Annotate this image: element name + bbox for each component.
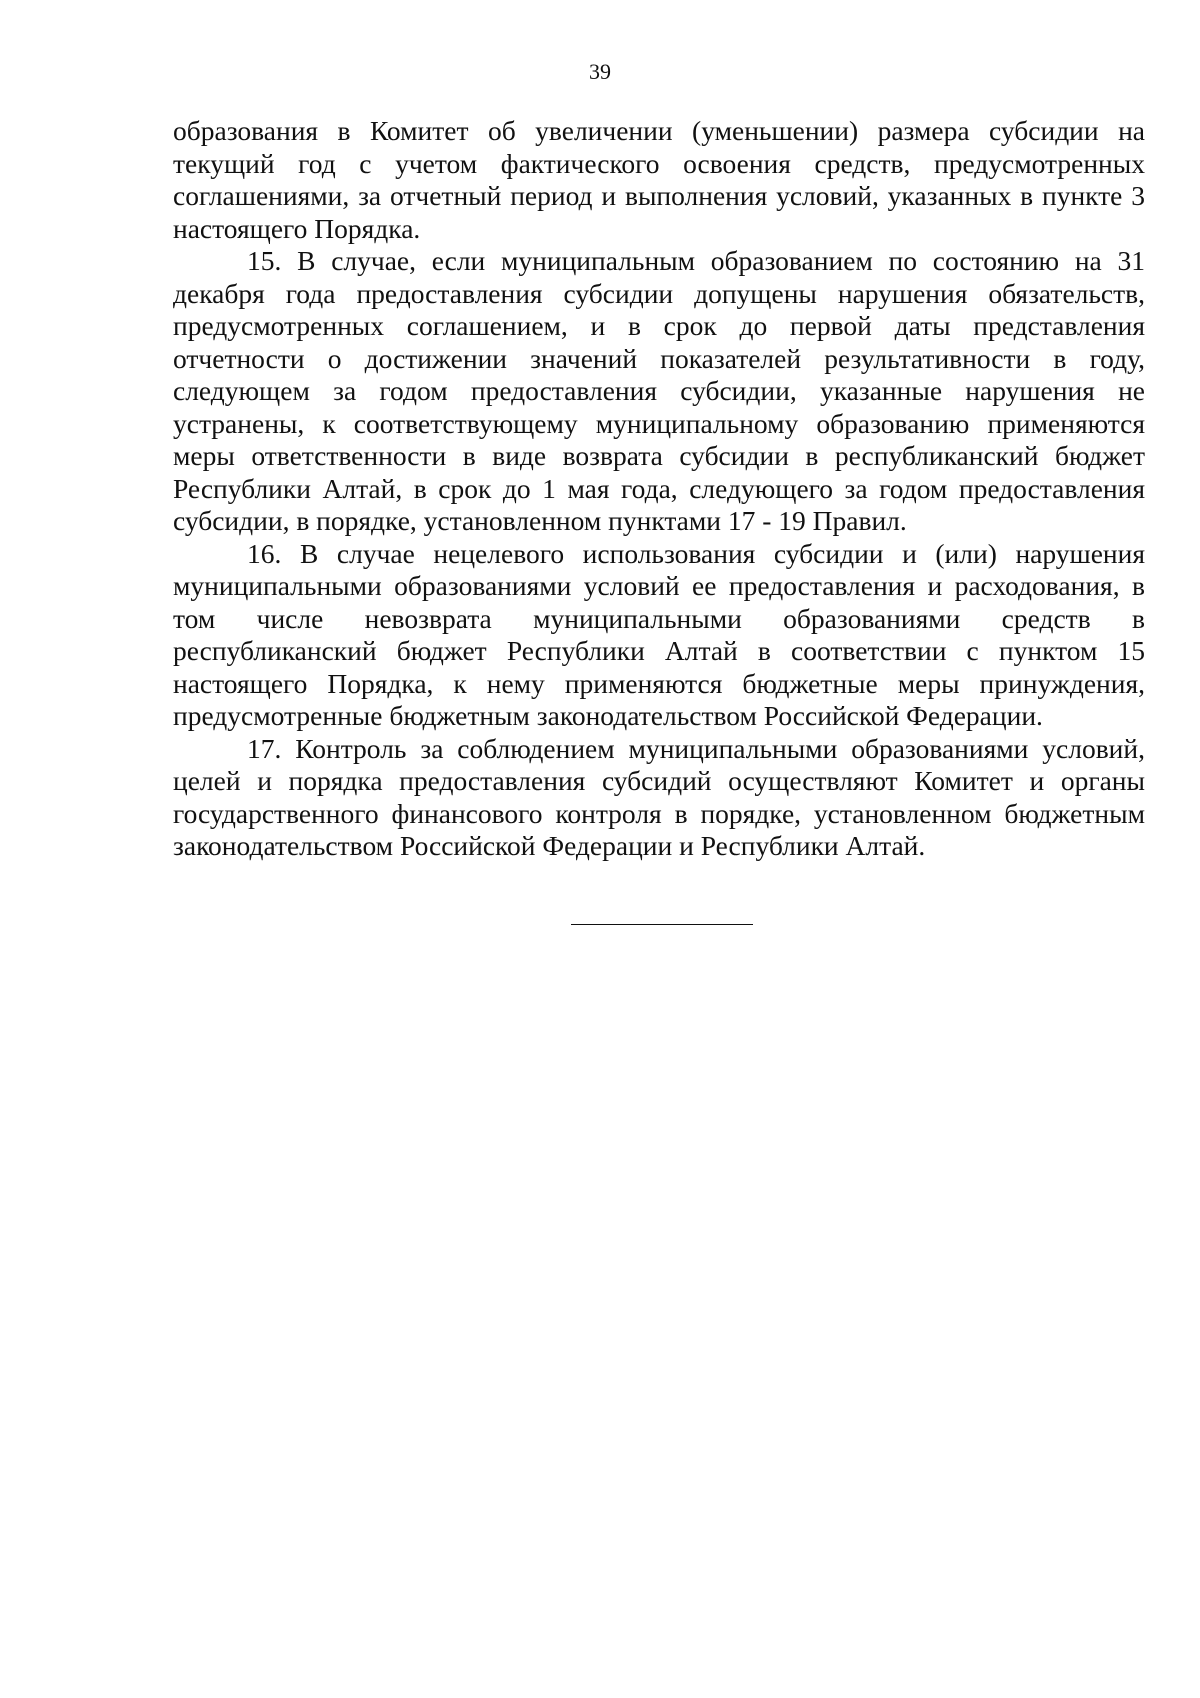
paragraph-17: 17. Контроль за соблюдением муниципальными образованиями условий, целей и порядка предоставления субсидий осуществляют Комитет и органы государственного финансового контроля в порядке, установленном бюджетным законодательством Российской Федерации и Республики Алтай.: [173, 732, 1145, 861]
paragraph-15: 15. В случае, если муниципальным образованием по состоянию на 31 декабря года предоставления субсидии допущены нарушения обязательств, предусмотренных соглашением, и в срок до первой даты представления отчетности о достижении значений показателей результативности в году, следующем за годом предоставления субсидии, указанные нарушения не устранены, к соответствующему муниципальному образованию применяются меры ответственности в виде возврата субсидии в республиканский бюджет Республики Алтай, в срок до 1 мая года, следующего за годом предоставления субсидии, в порядке, установленном пунктами 17 - 19 Правил.: [173, 245, 1145, 536]
document-body: [173, 115, 1145, 863]
paragraph-continuation: образования в Комитет об увеличении (уменьшении) размера субсидии на текущий год с учетом фактического освоения средств, предусмотренных соглашениями, за отчетный период и выполнения условий, указанных в пункте 3 настоящего Порядка.: [173, 115, 1145, 244]
end-of-document-rule: [571, 924, 753, 925]
paragraph-16: 16. В случае нецелевого использования субсидии и (или) нарушения муниципальными образованиями условий ее предоставления и расходования, в том числе невозврата муниципальными образованиями средств в республиканский бюджет Республики Алтай в соответствии с пунктом 15 настоящего Порядка, к нему применяются бюджетные меры принуждения, предусмотренные бюджетным законодательством Российской Федерации.: [173, 537, 1145, 731]
page-number: 39: [589, 59, 611, 84]
